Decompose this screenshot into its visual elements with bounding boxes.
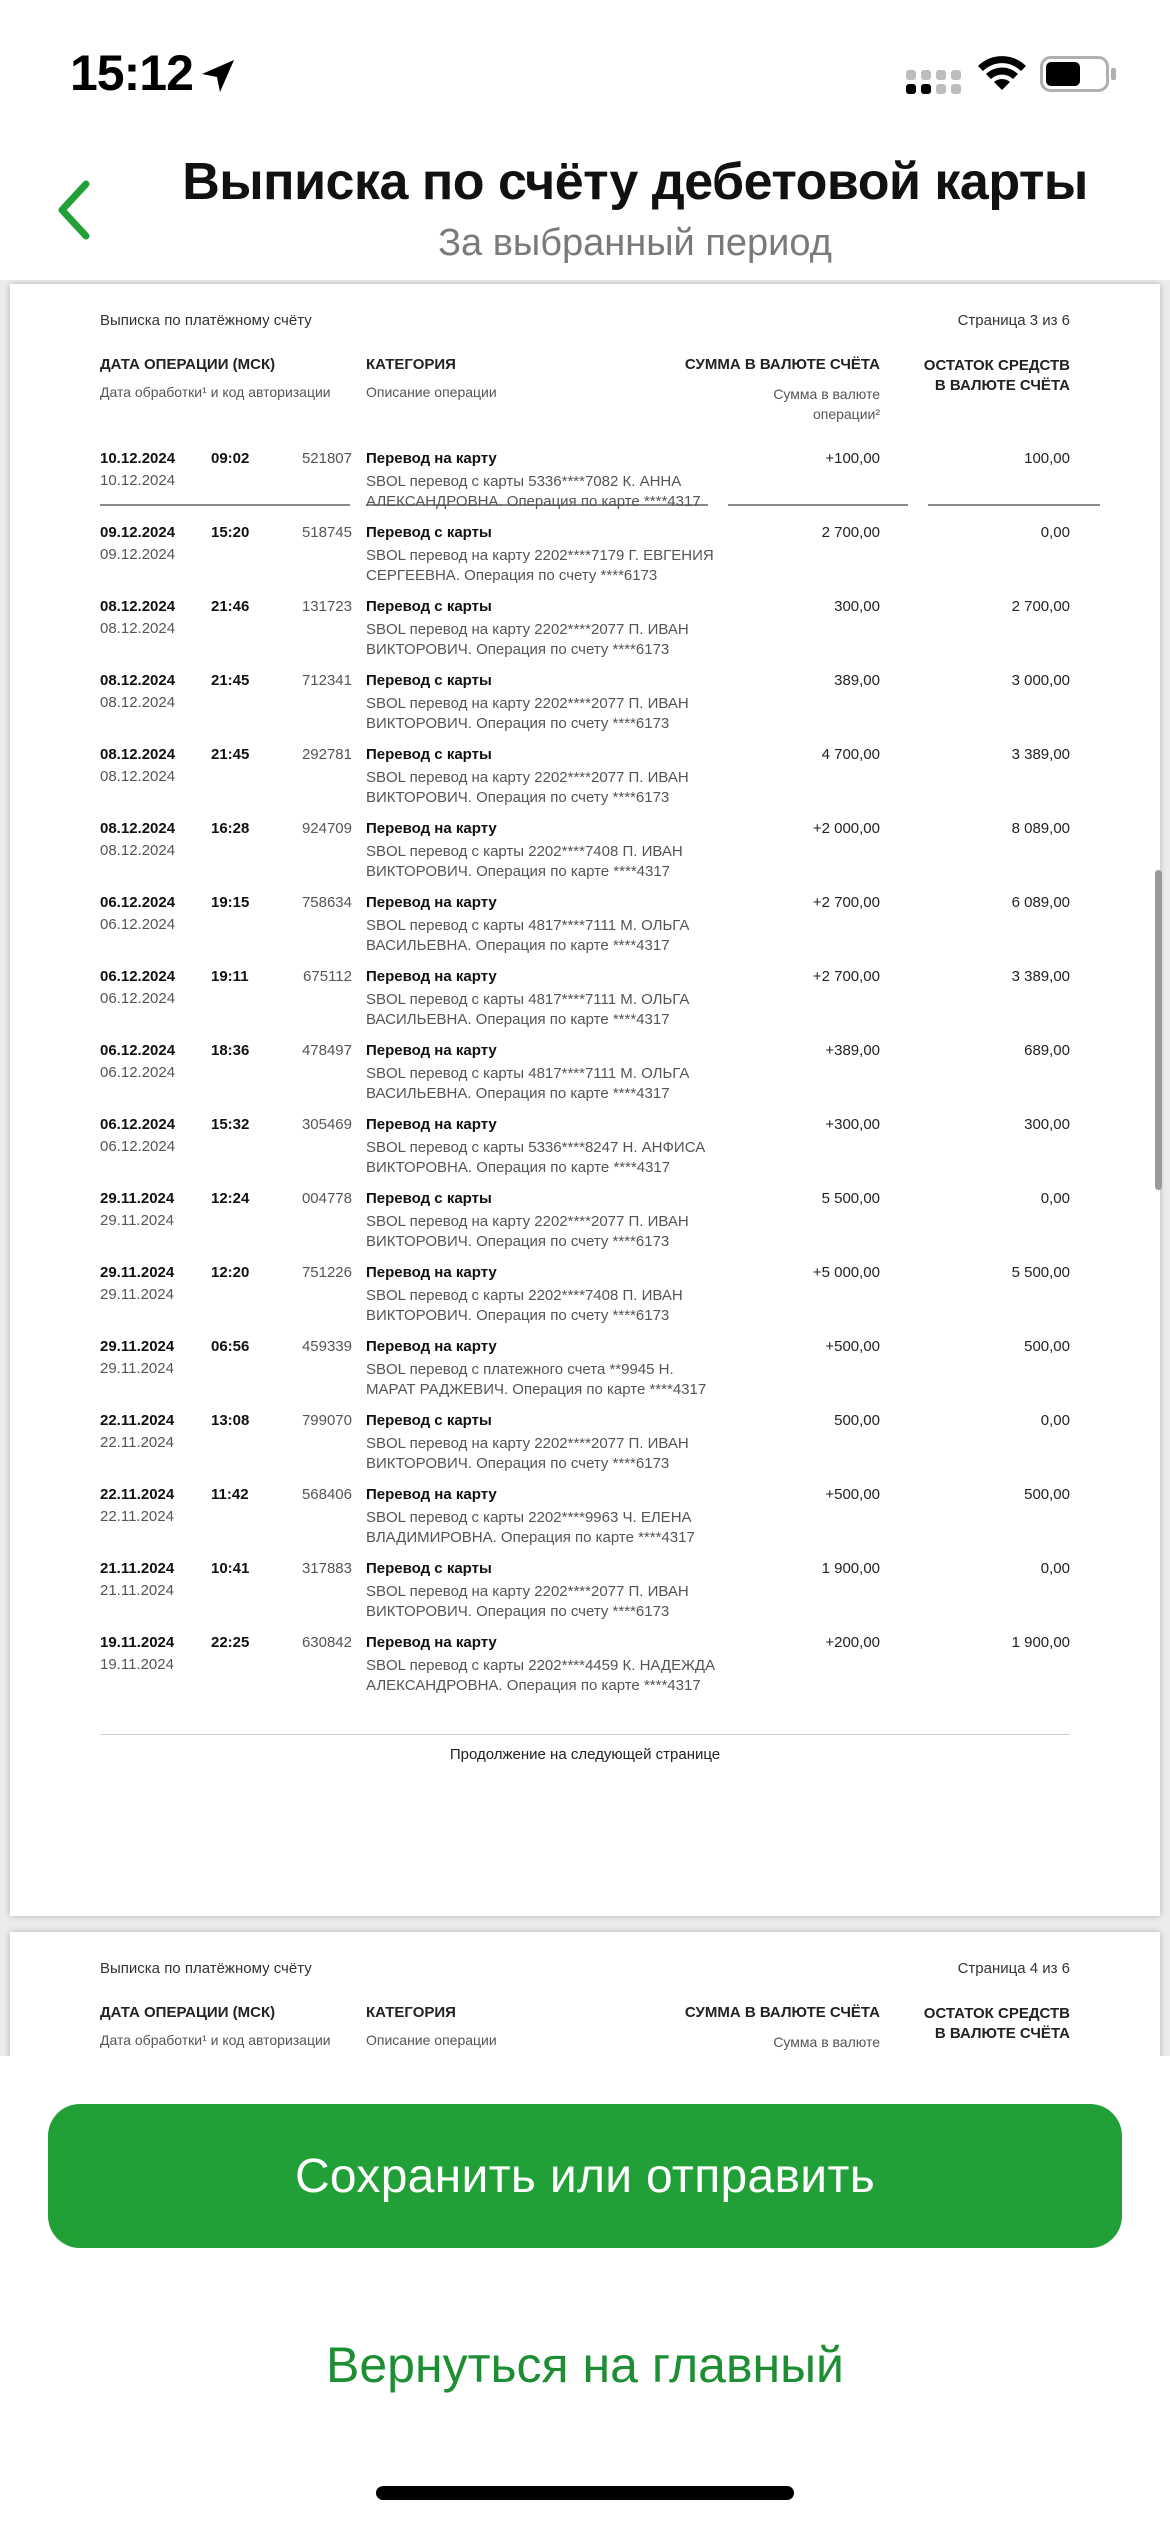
tx-processing-date: 06.12.2024	[100, 916, 176, 933]
tx-processing-date: 06.12.2024	[100, 1138, 176, 1155]
tx-time: 10:41	[211, 1560, 250, 1577]
col-category-header: КАТЕГОРИЯ	[366, 356, 456, 373]
tx-processing-date: 29.11.2024	[100, 1286, 174, 1303]
account-label: Выписка по платёжному счёту	[100, 1960, 312, 1977]
page-header	[100, 312, 1070, 336]
table-row	[100, 1036, 1070, 1110]
tx-description-line: SBOL перевод на карту 2202****2077 П. ИВАН	[366, 1213, 689, 1230]
tx-date: 06.12.2024	[100, 894, 176, 911]
page-number: Страница 3 из 6	[957, 312, 1070, 329]
tx-balance: 500,00	[1024, 1486, 1070, 1503]
tx-date: 22.11.2024	[100, 1412, 175, 1429]
tx-amount: +300,00	[825, 1116, 880, 1133]
back-chevron-icon	[54, 178, 94, 242]
tx-amount: +100,00	[825, 450, 880, 467]
tx-auth-code: 712341	[301, 672, 352, 689]
statement-page	[10, 284, 1160, 1916]
tx-category: Перевод на карту	[366, 894, 497, 911]
table-row	[100, 962, 1070, 1036]
tx-date: 08.12.2024	[100, 672, 176, 689]
tx-amount: +500,00	[825, 1338, 880, 1355]
table-row	[100, 1480, 1070, 1554]
tx-category: Перевод с карты	[366, 746, 492, 763]
tx-description-line: SBOL перевод на карту 2202****2077 П. ИВАН	[366, 1435, 689, 1452]
tx-description-line: ВИКТОРОВИЧ. Операция по счету ****6173	[366, 1233, 670, 1250]
tx-date: 08.12.2024	[100, 746, 176, 763]
tx-auth-code: 924709	[301, 820, 352, 837]
tx-date: 06.12.2024	[100, 968, 176, 985]
tx-description-line: СЕРГЕЕВНА. Операция по счету ****6173	[366, 567, 658, 584]
table-row	[100, 1628, 1070, 1702]
col-sum-header: СУММА В ВАЛЮТЕ СЧЁТА	[684, 356, 880, 373]
tx-description	[366, 1212, 716, 1252]
tx-amount: +2 700,00	[812, 894, 880, 911]
tx-balance: 3 000,00	[1011, 672, 1070, 689]
tx-amount: +5 000,00	[812, 1264, 880, 1281]
tx-amount: 4 700,00	[821, 746, 880, 763]
tx-date: 09.12.2024	[100, 524, 176, 541]
status-time: 15:12	[70, 45, 193, 101]
tx-auth-code: 305469	[301, 1116, 352, 1133]
tx-processing-date: 19.11.2024	[100, 1656, 174, 1673]
tx-description-line: SBOL перевод с карты 2202****9963 Ч. ЕЛЕНА	[366, 1509, 692, 1526]
tx-processing-date: 22.11.2024	[100, 1434, 174, 1451]
scrollbar-thumb[interactable]	[1155, 870, 1162, 1190]
tx-balance: 100,00	[1024, 450, 1070, 467]
tx-category: Перевод с карты	[366, 1560, 492, 1577]
tx-category: Перевод на карту	[366, 1116, 497, 1133]
tx-balance: 2 700,00	[1011, 598, 1070, 615]
tx-category: Перевод на карту	[366, 820, 497, 837]
col-sum-subheader-line1: Сумма в валюте	[773, 2034, 880, 2050]
col-sum-subheader	[773, 384, 880, 424]
page-number: Страница 4 из 6	[957, 1960, 1070, 1977]
tx-amount: 2 700,00	[821, 524, 880, 541]
page-footer-divider	[100, 1734, 1070, 1735]
transaction-list	[100, 444, 1070, 1702]
tx-description-line: АЛЕКСАНДРОВНА. Операция по карте ****4317	[366, 1677, 701, 1694]
tx-description	[366, 694, 716, 734]
col-sum-subheader-line1: Сумма в валюте	[773, 386, 880, 402]
col-category-subheader: Описание операции	[366, 384, 497, 400]
tx-balance: 0,00	[1040, 1412, 1070, 1429]
tx-processing-date: 29.11.2024	[100, 1360, 174, 1377]
tx-auth-code: 675112	[303, 968, 352, 985]
col-date-subheader: Дата обработки¹ и код авторизации	[100, 384, 331, 400]
tx-description	[366, 1434, 716, 1474]
col-date-subheader: Дата обработки¹ и код авторизации	[100, 2032, 331, 2048]
tx-description-line: ВИКТОРОВНА. Операция по карте ****4317	[366, 1159, 671, 1176]
tx-description-line: ВИКТОРОВИЧ. Операция по карте ****4317	[366, 863, 671, 880]
tx-description	[366, 842, 716, 882]
tx-amount: +200,00	[825, 1634, 880, 1651]
tx-amount: +2 000,00	[812, 820, 880, 837]
tx-processing-date: 10.12.2024	[100, 472, 176, 489]
tx-time: 09:02	[211, 450, 250, 467]
tx-date: 22.11.2024	[100, 1486, 175, 1503]
tx-category: Перевод с карты	[366, 1190, 492, 1207]
table-row	[100, 888, 1070, 962]
tx-processing-date: 08.12.2024	[100, 842, 176, 859]
tx-description	[366, 546, 716, 586]
table-row	[100, 1332, 1070, 1406]
tx-description-line: ВИКТОРОВИЧ. Операция по счету ****6173	[366, 1455, 670, 1472]
tx-time: 21:45	[211, 746, 250, 763]
tx-balance: 8 089,00	[1011, 820, 1070, 837]
tx-auth-code: 317883	[301, 1560, 352, 1577]
tx-description	[366, 472, 716, 512]
tx-balance: 3 389,00	[1011, 746, 1070, 763]
tx-category: Перевод на карту	[366, 450, 497, 467]
column-headers	[100, 2004, 1070, 2056]
col-balance-header	[924, 2004, 1070, 2044]
tx-processing-date: 06.12.2024	[100, 1064, 176, 1081]
tx-auth-code: 568406	[301, 1486, 352, 1503]
tx-category: Перевод с карты	[366, 672, 492, 689]
tx-amount: 389,00	[834, 672, 880, 689]
table-row	[100, 814, 1070, 888]
wifi-icon	[976, 54, 1028, 94]
tx-auth-code: 459339	[301, 1338, 352, 1355]
tx-date: 21.11.2024	[100, 1560, 175, 1577]
tx-description	[366, 990, 716, 1030]
tx-auth-code: 751226	[301, 1264, 352, 1281]
tx-amount: +389,00	[825, 1042, 880, 1059]
tx-amount: +2 700,00	[812, 968, 880, 985]
back-button[interactable]	[44, 170, 104, 250]
tx-time: 13:08	[211, 1412, 250, 1429]
tx-description-line: SBOL перевод на карту 2202****2077 П. ИВАН	[366, 1583, 689, 1600]
home-indicator	[376, 2486, 794, 2500]
tx-description-line: SBOL перевод на карту 2202****2077 П. ИВАН	[366, 621, 689, 638]
tx-processing-date: 06.12.2024	[100, 990, 176, 1007]
table-row	[100, 1554, 1070, 1628]
tx-date: 29.11.2024	[100, 1338, 175, 1355]
tx-description-line: SBOL перевод на карту 2202****2077 П. ИВАН	[366, 769, 689, 786]
tx-balance: 0,00	[1040, 1190, 1070, 1207]
tx-auth-code: 799070	[301, 1412, 352, 1429]
header	[0, 140, 1170, 280]
status-bar	[0, 0, 1170, 140]
tx-balance: 3 389,00	[1011, 968, 1070, 985]
battery-icon	[1040, 56, 1118, 92]
table-row	[100, 740, 1070, 814]
tx-description-line: ВИКТОРОВИЧ. Операция по счету ****6173	[366, 715, 670, 732]
save-or-send-button[interactable]: Сохранить или отправить	[48, 2104, 1122, 2248]
tx-description	[366, 1656, 716, 1696]
tx-description-line: МАРАТ РАДЖЕВИЧ. Операция по карте ****4317	[366, 1381, 707, 1398]
tx-balance: 689,00	[1024, 1042, 1070, 1059]
tx-category: Перевод на карту	[366, 1042, 497, 1059]
tx-date: 10.12.2024	[100, 450, 176, 467]
tx-description	[366, 1064, 716, 1104]
tx-description-line: SBOL перевод на карту 2202****2077 П. ИВАН	[366, 695, 689, 712]
col-balance-header-line2: В ВАЛЮТЕ СЧЁТА	[934, 377, 1070, 394]
document-viewer[interactable]	[0, 280, 1170, 2056]
tx-amount: 1 900,00	[821, 1560, 880, 1577]
tx-time: 18:36	[211, 1042, 250, 1059]
tx-description	[366, 1508, 716, 1548]
tx-auth-code: 478497	[301, 1042, 352, 1059]
tx-date: 29.11.2024	[100, 1264, 175, 1281]
tx-balance: 300,00	[1024, 1116, 1070, 1133]
table-row	[100, 444, 1070, 518]
tx-description	[366, 1138, 716, 1178]
table-row	[100, 1258, 1070, 1332]
tx-description	[366, 768, 716, 808]
tx-auth-code: 292781	[301, 746, 352, 763]
col-balance-header-line1: ОСТАТОК СРЕДСТВ	[923, 357, 1070, 374]
tx-description-line: SBOL перевод с карты 4817****7111 М. ОЛЬГА	[366, 917, 690, 934]
tx-balance: 500,00	[1024, 1338, 1070, 1355]
tx-description	[366, 1360, 716, 1400]
page-subtitle: За выбранный период	[438, 222, 832, 264]
col-category-subheader: Описание операции	[366, 2032, 497, 2048]
col-sum-header: СУММА В ВАЛЮТЕ СЧЁТА	[684, 2004, 880, 2021]
tx-description-line: ВИКТОРОВИЧ. Операция по счету ****6173	[366, 789, 670, 806]
tx-description-line: SBOL перевод с карты 2202****7408 П. ИВАН	[366, 1287, 683, 1304]
col-balance-header	[924, 356, 1070, 396]
tx-description-line: АЛЕКСАНДРОВНА. Операция по карте ****4317	[366, 493, 701, 510]
tx-description-line: ВЛАДИМИРОВНА. Операция по карте ****4317	[366, 1529, 695, 1546]
tx-description-line: ВАСИЛЬЕВНА. Операция по карте ****4317	[366, 1011, 670, 1028]
tx-auth-code: 004778	[301, 1190, 352, 1207]
page-header	[100, 1960, 1070, 1984]
tx-description	[366, 620, 716, 660]
tx-description	[366, 1286, 716, 1326]
tx-description-line: SBOL перевод с платежного счета **9945 Н.	[366, 1361, 674, 1378]
tx-category: Перевод на карту	[366, 1486, 497, 1503]
table-row	[100, 1110, 1070, 1184]
col-balance-header-line1: ОСТАТОК СРЕДСТВ	[923, 2005, 1070, 2022]
tx-auth-code: 131723	[301, 598, 352, 615]
tx-time: 19:11	[211, 968, 249, 985]
signal-icon	[906, 62, 962, 96]
statement-page	[10, 1932, 1160, 2056]
back-to-main-link[interactable]: Вернуться на главный	[326, 2337, 844, 2393]
table-row	[100, 666, 1070, 740]
tx-date: 08.12.2024	[100, 598, 176, 615]
table-row	[100, 592, 1070, 666]
tx-time: 11:42	[211, 1486, 249, 1503]
tx-description-line: SBOL перевод с карты 5336****7082 К. АННА	[366, 473, 682, 490]
tx-balance: 0,00	[1040, 1560, 1070, 1577]
tx-time: 12:20	[211, 1264, 250, 1281]
tx-processing-date: 08.12.2024	[100, 768, 176, 785]
tx-category: Перевод с карты	[366, 524, 492, 541]
tx-date: 19.11.2024	[100, 1634, 175, 1651]
table-row	[100, 1184, 1070, 1258]
tx-description-line: SBOL перевод с карты 4817****7111 М. ОЛЬГА	[366, 1065, 690, 1082]
tx-category: Перевод на карту	[366, 1634, 497, 1651]
tx-time: 21:45	[211, 672, 250, 689]
tx-description-line: ВАСИЛЬЕВНА. Операция по карте ****4317	[366, 937, 670, 954]
tx-description-line: SBOL перевод с карты 2202****7408 П. ИВАН	[366, 843, 683, 860]
tx-category: Перевод на карту	[366, 1264, 497, 1281]
col-category-header: КАТЕГОРИЯ	[366, 2004, 456, 2021]
tx-processing-date: 29.11.2024	[100, 1212, 174, 1229]
tx-amount: 300,00	[834, 598, 880, 615]
tx-time: 15:20	[211, 524, 250, 541]
table-row	[100, 1406, 1070, 1480]
tx-balance: 0,00	[1040, 524, 1070, 541]
tx-auth-code: 518745	[301, 524, 352, 541]
tx-date: 06.12.2024	[100, 1116, 176, 1133]
tx-description-line: SBOL перевод на карту 2202****7179 Г. ЕВГЕНИЯ	[366, 547, 714, 564]
tx-description-line: ВАСИЛЬЕВНА. Операция по карте ****4317	[366, 1085, 670, 1102]
tx-description-line: ВИКТОРОВИЧ. Операция по счету ****6173	[366, 1307, 670, 1324]
tx-auth-code: 630842	[301, 1634, 352, 1651]
tx-date: 06.12.2024	[100, 1042, 176, 1059]
tx-balance: 5 500,00	[1011, 1264, 1070, 1281]
tx-category: Перевод на карту	[366, 1338, 497, 1355]
tx-time: 22:25	[211, 1634, 250, 1651]
tx-category: Перевод на карту	[366, 968, 497, 985]
table-row	[100, 518, 1070, 592]
tx-time: 16:28	[211, 820, 250, 837]
tx-date: 29.11.2024	[100, 1190, 175, 1207]
tx-processing-date: 22.11.2024	[100, 1508, 174, 1525]
tx-amount: 500,00	[834, 1412, 880, 1429]
tx-time: 12:24	[211, 1190, 250, 1207]
tx-time: 19:15	[211, 894, 250, 911]
account-label: Выписка по платёжному счёту	[100, 312, 312, 329]
tx-processing-date: 08.12.2024	[100, 620, 176, 637]
tx-category: Перевод с карты	[366, 598, 492, 615]
tx-category: Перевод с карты	[366, 1412, 492, 1429]
tx-balance: 1 900,00	[1011, 1634, 1070, 1651]
tx-amount: 5 500,00	[821, 1190, 880, 1207]
tx-description	[366, 1582, 716, 1622]
location-arrow-icon	[198, 56, 238, 96]
column-headers	[100, 356, 1070, 436]
tx-processing-date: 21.11.2024	[100, 1582, 174, 1599]
tx-amount: +500,00	[825, 1486, 880, 1503]
tx-balance: 6 089,00	[1011, 894, 1070, 911]
tx-processing-date: 09.12.2024	[100, 546, 176, 563]
col-date-header: ДАТА ОПЕРАЦИИ (МСК)	[100, 2004, 276, 2021]
tx-time: 06:56	[211, 1338, 250, 1355]
col-balance-header-line2: В ВАЛЮТЕ СЧЁТА	[934, 2025, 1070, 2042]
tx-time: 15:32	[211, 1116, 250, 1133]
tx-processing-date: 08.12.2024	[100, 694, 176, 711]
col-date-header: ДАТА ОПЕРАЦИИ (МСК)	[100, 356, 276, 373]
tx-auth-code: 758634	[301, 894, 352, 911]
col-sum-subheader-line2: операции²	[812, 406, 880, 422]
tx-description-line: ВИКТОРОВИЧ. Операция по счету ****6173	[366, 641, 670, 658]
tx-description-line: SBOL перевод с карты 4817****7111 М. ОЛЬГА	[366, 991, 690, 1008]
tx-date: 08.12.2024	[100, 820, 176, 837]
tx-auth-code: 521807	[301, 450, 352, 467]
continue-note: Продолжение на следующей странице	[449, 1746, 721, 1763]
col-sum-subheader	[773, 2032, 880, 2052]
tx-description	[366, 916, 716, 956]
tx-description-line: ВИКТОРОВИЧ. Операция по счету ****6173	[366, 1603, 670, 1620]
tx-description-line: SBOL перевод с карты 5336****8247 Н. АНФИСА	[366, 1139, 706, 1156]
tx-description-line: SBOL перевод с карты 2202****4459 К. НАДЕЖДА	[366, 1657, 716, 1674]
page-title: Выписка по счёту дебетовой карты	[182, 153, 1088, 211]
tx-time: 21:46	[211, 598, 250, 615]
